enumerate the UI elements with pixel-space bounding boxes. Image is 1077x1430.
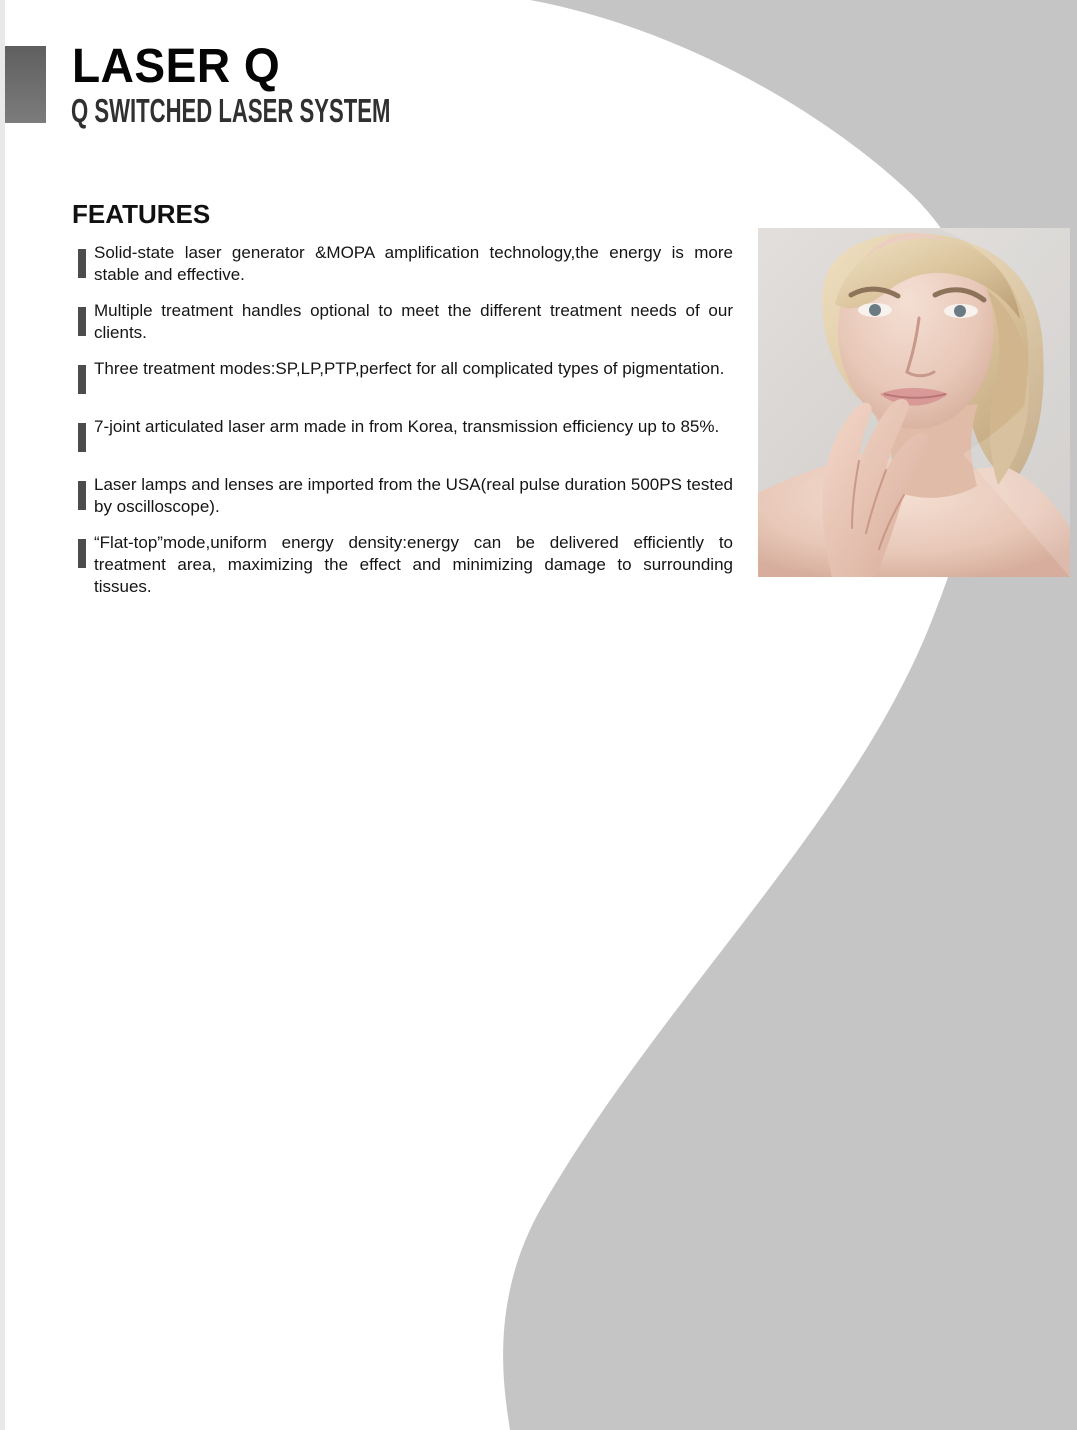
page-subtitle: Q SWITCHED LASER SYSTEM xyxy=(71,92,391,129)
feature-marker-icon xyxy=(78,307,86,336)
feature-item-lamps-lenses xyxy=(78,474,733,518)
feature-item-laser-arm xyxy=(78,416,733,460)
feature-text: Solid-state laser generator &MOPA amplification technology,the energy is more stable and effective. xyxy=(94,243,733,284)
page-title: LASER Q xyxy=(72,40,281,93)
portrait-image xyxy=(758,228,1070,577)
feature-marker-icon xyxy=(78,481,86,510)
feature-item-flat-top xyxy=(78,532,733,598)
feature-text: “Flat-top”mode,uniform energy density:energy can be delivered efficiently to treatment area, maximizing the effect and minimizing damage to surrounding tissues. xyxy=(94,533,733,596)
feature-text: Laser lamps and lenses are imported from the USA(real pulse duration 500PS tested by oscilloscope). xyxy=(94,475,733,516)
feature-text: Three treatment modes:SP,LP,PTP,perfect for all complicated types of pigmentation. xyxy=(94,359,725,378)
feature-marker-icon xyxy=(78,249,86,278)
feature-item-mopa xyxy=(78,242,733,286)
features-heading: FEATURES xyxy=(72,199,211,229)
feature-item-modes xyxy=(78,358,733,402)
feature-marker-icon xyxy=(78,539,86,568)
header-accent-block xyxy=(5,46,46,123)
features-list xyxy=(78,242,733,612)
portrait-left-iris xyxy=(869,304,881,316)
feature-text: Multiple treatment handles optional to meet the different treatment needs of our clients. xyxy=(94,301,733,342)
gray-wave-shape xyxy=(503,0,1077,1430)
portrait-right-iris xyxy=(954,305,966,317)
feature-item-handles xyxy=(78,300,733,344)
woman-portrait-photo xyxy=(758,228,1070,577)
feature-marker-icon xyxy=(78,423,86,452)
feature-text: 7-joint articulated laser arm made in from Korea, transmission efficiency up to 85%. xyxy=(94,417,720,436)
feature-marker-icon xyxy=(78,365,86,394)
